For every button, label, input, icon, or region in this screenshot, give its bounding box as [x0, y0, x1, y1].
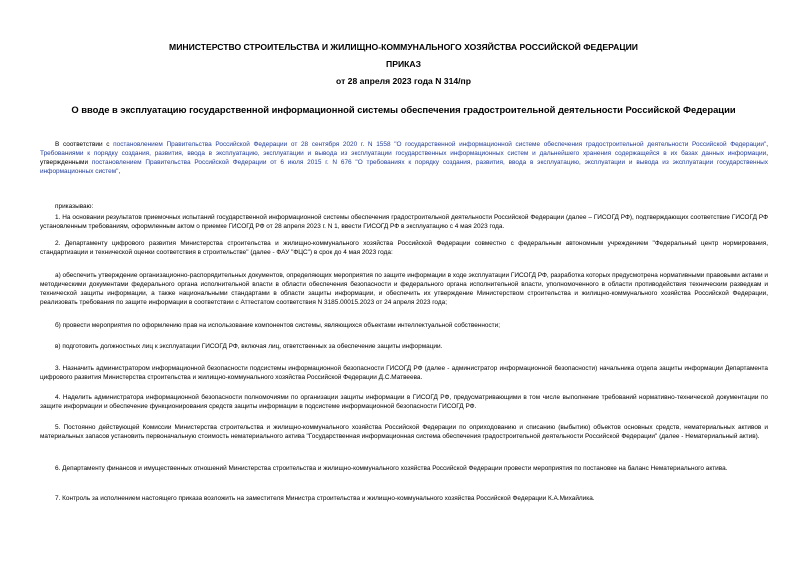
preamble-paragraph [40, 140, 768, 176]
preamble-text-4: , [118, 168, 121, 175]
order-word: приказываю: [55, 203, 94, 210]
link-resolution-1558[interactable]: постановлением Правительства Российской Федерации от 28 сентября 2020 г. N 1558 "О государственной информационной системе обеспечения градостроительной деятельности Российской Федерации" [113, 141, 767, 148]
document-type: ПРИКАЗ [386, 59, 421, 69]
item-6: 6. Департаменту финансов и имущественных отношений Министерства строительства и жилищно-коммунального хозяйства Российской Федерации провести мероприятия по постановке на баланс Нематериального актива. [55, 465, 728, 472]
preamble-text-2: , [766, 141, 768, 148]
item-4: 4. Наделить администратора информационной безопасности полномочиями по организации защиты информации в ГИСОГД РФ, предусматривающими в том числе выполнение требований нормативно-технической документации по защите информации и обеспечение функционирования средств защиты информации в подсистеме информационной безопасности ГИСОГД РФ. [40, 394, 768, 410]
item-1: 1. На основании результатов приемочных испытаний государственной информационной системы обеспечения градостроительной деятельности Российской Федерации (далее – ГИСОГД РФ), подтверждающих соответствие ГИСОГД РФ установленным требованиям, оформленным актом о приемке ГИСОГД РФ от 28 апреля 2023 г. N 1, ввести ГИСОГД РФ в эксплуатацию с 4 мая 2023 года. [40, 214, 768, 230]
link-resolution-676[interactable]: постановлением Правительства Российской Федерации от 6 июля 2015 г. N 676 "О требованиях к порядку создания, развития, ввода в эксплуатацию, эксплуатации и вывода из эксплуатации государственных информационных систем" [40, 159, 768, 175]
item-3: 3. Назначить администратором информационной безопасности подсистемы информационной безопасности ГИСОГД РФ (далее - администратор информационной безопасности) начальника отдела защиты информации Департамента цифрового развития Министерства строительства и жилищно-коммунального хозяйства Российской Федерации Д.С.Матвеева. [40, 365, 768, 381]
link-requirements[interactable]: Требованиями к порядку создания, развития, ввода в эксплуатацию, эксплуатации и вывода из эксплуатации государственных информационных систем и дальнейшего хранения содержащейся в их базах данных информации [40, 150, 767, 157]
item-7: 7. Контроль за исполнением настоящего приказа возложить на заместителя Министра строительства и жилищно-коммунального хозяйства Российской Федерации К.А.Михайлика. [55, 495, 595, 502]
document-title: О вводе в эксплуатацию государственной информационной системы обеспечения градостроительной деятельности Российской Федерации [71, 104, 736, 115]
item-2a: а) обеспечить утверждение организационно-распорядительных документов, определяющих мероприятия по защите информации в ходе эксплуатации ГИСОГД РФ, разработка которых предусмотрена нормативными правовыми актами и методическими документами федерального органа исполнительной власти в области обеспечения безопасности и федерального органа исполнительной власти, уполномоченного в области противодействия техническим разведкам и технической защиты информации, а также национальными стандартами в области защиты информации, и обеспечить их утверждение Министерством строительства и жилищно-коммунального хозяйства Российской Федерации, реализовать требования по защите информации в соответствии с Аттестатом соответствия N 3185.00015.2023 от 24 апреля 2023 года; [40, 272, 768, 306]
preamble-text-3: , утвержденными [40, 150, 768, 166]
item-2: 2. Департаменту цифрового развития Министерства строительства и жилищно-коммунального хозяйства Российской Федерации совместно с федеральным автономным учреждением "Федеральный центр нормирования, стандартизации и технической оценки соответствия в строительстве" (далее - ФАУ "ФЦС") в срок до 4 мая 2023 года: [40, 240, 768, 256]
document-date-number: от 28 апреля 2023 года N 314/пр [336, 76, 471, 86]
item-2b: б) провести мероприятия по оформлению прав на использование компонентов системы, являющихся объектами интеллектуальной собственности; [55, 322, 501, 329]
item-2c: в) подготовить должностных лиц к эксплуатации ГИСОГД РФ, включая лиц, ответственных за обеспечение защиты информации. [55, 343, 443, 350]
item-5: 5. Постоянно действующей Комиссии Министерства строительства и жилищно-коммунального хозяйства Российской Федерации по оприходованию и списанию (выбытию) объектов основных средств, нематериальных активов и материальных запасов установить первоначальную стоимость нематериального актива "Государственная информационная система обеспечения градостроительной деятельности Российской Федерации" (далее - Нематериальный актив). [40, 424, 768, 440]
ministry-heading: МИНИСТЕРСТВО СТРОИТЕЛЬСТВА И ЖИЛИЩНО-КОММУНАЛЬНОГО ХОЗЯЙСТВА РОССИЙСКОЙ ФЕДЕРАЦИИ [169, 42, 638, 52]
preamble-text-1: В соответствии с [55, 141, 114, 148]
